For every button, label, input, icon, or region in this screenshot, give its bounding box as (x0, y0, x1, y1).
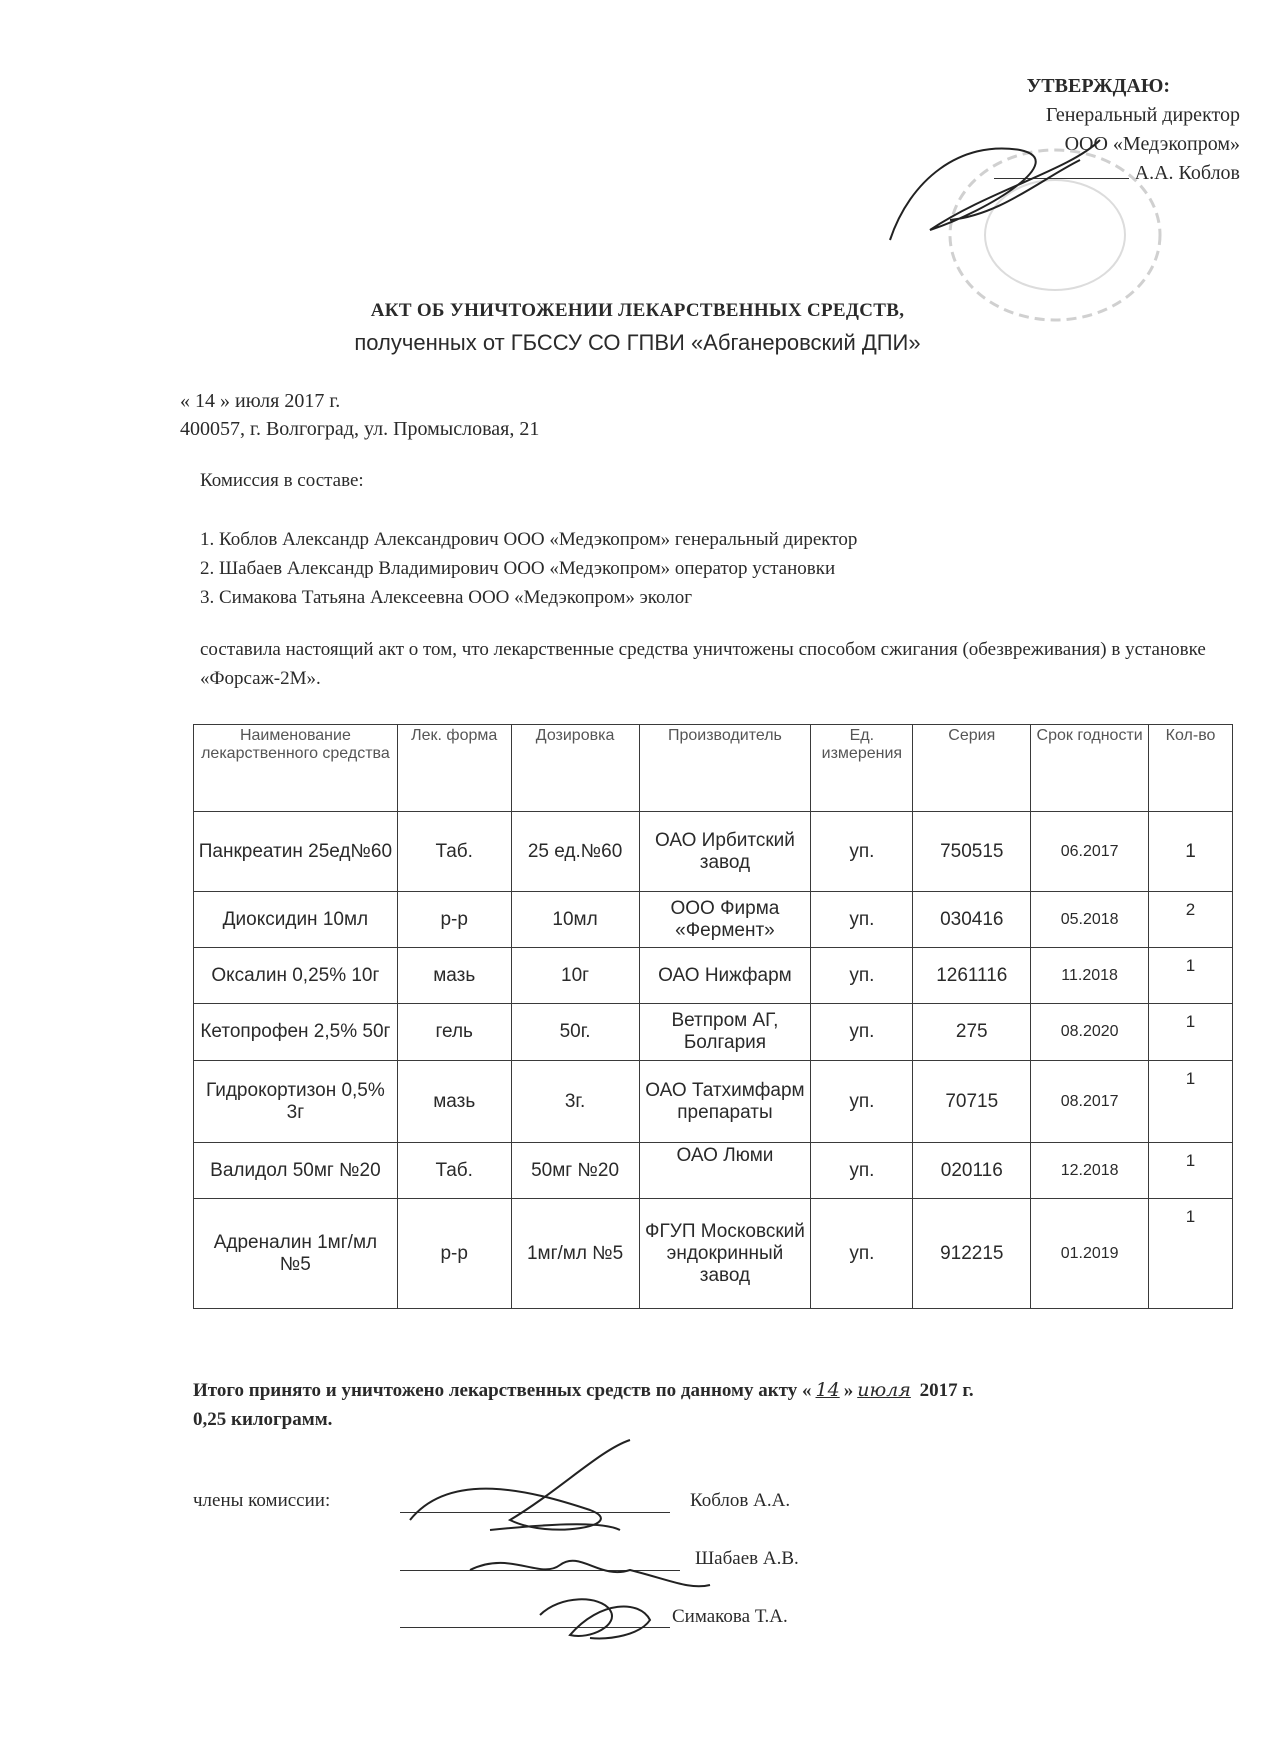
total-year: 2017 г. (919, 1380, 974, 1401)
document-title: АКТ ОБ УНИЧТОЖЕНИИ ЛЕКАРСТВЕННЫХ СРЕДСТВ, (370, 300, 905, 321)
table-row (194, 948, 1233, 1004)
total-text: Итого принято и уничтожено лекарственных средств по данному акту « (193, 1380, 812, 1401)
cell-maker: ООО Фирма «Фермент» (639, 892, 811, 948)
cell-name: Валидол 50мг №20 (194, 1143, 398, 1199)
cell-expiry: 01.2019 (1031, 1199, 1149, 1309)
signature-line (400, 1627, 670, 1628)
cell-name: Панкреатин 25ед№60 (194, 812, 398, 892)
cell-dosage: 1мг/мл №5 (511, 1199, 639, 1309)
cell-dosage: 10г (511, 948, 639, 1004)
cell-form: мазь (397, 948, 511, 1004)
medicines-table (193, 724, 1233, 1309)
cell-expiry: 05.2018 (1031, 892, 1149, 948)
cell-dosage: 25 ед.№60 (511, 812, 639, 892)
cell-qty: 1 (1149, 1143, 1233, 1199)
header-dosage: Дозировка (511, 725, 639, 812)
cell-name: Диоксидин 10мл (194, 892, 398, 948)
commission-statement: составила настоящий акт о том, что лекарственные средства уничтожены способом сжигания (обезвреживания) в установке «Форсаж-2М». (200, 639, 1206, 689)
cell-maker: ОАО Люми (639, 1143, 811, 1199)
cell-form: Таб. (397, 812, 511, 892)
cell-form: Таб. (397, 1143, 511, 1199)
cell-dosage: 50мг №20 (511, 1143, 639, 1199)
cell-form: мазь (397, 1061, 511, 1143)
commission-intro: Комиссия в составе: (200, 470, 364, 491)
table-row (194, 1004, 1233, 1061)
cell-unit: уп. (811, 1143, 913, 1199)
document-date: « 14 » июля 2017 г. (180, 390, 341, 412)
total-month-handwritten: июля (857, 1379, 911, 1401)
table-row (194, 1061, 1233, 1143)
header-unit: Ед. измерения (811, 725, 913, 812)
table-row (194, 1199, 1233, 1309)
cell-name: Оксалин 0,25% 10г (194, 948, 398, 1004)
cell-series: 70715 (913, 1061, 1031, 1143)
cell-expiry: 06.2017 (1031, 812, 1149, 892)
signature-line (400, 1570, 680, 1571)
cell-unit: уп. (811, 1061, 913, 1143)
cell-unit: уп. (811, 812, 913, 892)
cell-unit: уп. (811, 1199, 913, 1309)
cell-name: Адреналин 1мг/мл №5 (194, 1199, 398, 1309)
cell-series: 912215 (913, 1199, 1031, 1309)
cell-series: 1261116 (913, 948, 1031, 1004)
cell-series: 750515 (913, 812, 1031, 892)
signatures-label: члены комиссии: (193, 1490, 331, 1511)
commission-member: 1. Коблов Александр Александрович ООО «Медэкопром» генеральный директор (200, 529, 858, 550)
cell-unit: уп. (811, 1004, 913, 1061)
cell-expiry: 12.2018 (1031, 1143, 1149, 1199)
cell-qty: 1 (1149, 1004, 1233, 1061)
cell-qty: 1 (1149, 1061, 1233, 1143)
document-subtitle: полученных от ГБССУ СО ГПВИ «Абганеровский ДПИ» (354, 330, 921, 355)
document-address: 400057, г. Волгоград, ул. Промысловая, 21 (180, 418, 540, 440)
header-name: Наименование лекарственного средства (194, 725, 398, 812)
cell-form: гель (397, 1004, 511, 1061)
signature-name: Коблов А.А. (690, 1490, 791, 1511)
cell-maker: ОАО Ирбитский завод (639, 812, 811, 892)
cell-qty: 2 (1149, 892, 1233, 948)
cell-dosage: 10мл (511, 892, 639, 948)
cell-maker: Ветпром АГ, Болгария (639, 1004, 811, 1061)
cell-name: Гидрокортизон 0,5% 3г (194, 1061, 398, 1143)
cell-expiry: 08.2017 (1031, 1061, 1149, 1143)
cell-unit: уп. (811, 892, 913, 948)
cell-series: 275 (913, 1004, 1031, 1061)
approval-organization: ООО «Медэкопром» (1064, 133, 1240, 155)
cell-qty: 1 (1149, 812, 1233, 892)
cell-maker: ОАО Нижфарм (639, 948, 811, 1004)
table-row (194, 892, 1233, 948)
header-form: Лек. форма (397, 725, 511, 812)
cell-dosage: 3г. (511, 1061, 639, 1143)
cell-expiry: 11.2018 (1031, 948, 1149, 1004)
signature-line (400, 1512, 670, 1513)
cell-series: 020116 (913, 1143, 1031, 1199)
header-series: Серия (913, 725, 1031, 812)
cell-form: р-р (397, 892, 511, 948)
table-row (194, 1143, 1233, 1199)
commission-member: 2. Шабаев Александр Владимирович ООО «Медэкопром» оператор установки (200, 558, 836, 579)
signature-name: Симакова Т.А. (672, 1606, 788, 1627)
table-row (194, 812, 1233, 892)
header-maker: Производитель (639, 725, 811, 812)
commission-members (200, 525, 857, 612)
cell-qty: 1 (1149, 1199, 1233, 1309)
cell-dosage: 50г. (511, 1004, 639, 1061)
cell-expiry: 08.2020 (1031, 1004, 1149, 1061)
total-weight: 0,25 килограмм. (193, 1409, 333, 1430)
cell-maker: ОАО Татхимфармпрепараты (639, 1061, 811, 1143)
approval-signer: А.А. Коблов (1134, 162, 1240, 184)
cell-form: р-р (397, 1199, 511, 1309)
total-day-handwritten: 14 (815, 1379, 840, 1401)
header-expiry: Срок годности (1031, 725, 1149, 812)
cell-name: Кетопрофен 2,5% 50г (194, 1004, 398, 1061)
approval-heading: УТВЕРЖДАЮ: (1026, 75, 1170, 97)
cell-qty: 1 (1149, 948, 1233, 1004)
approval-position: Генеральный директор (1045, 104, 1240, 126)
commission-member: 3. Симакова Татьяна Алексеевна ООО «Медэкопром» эколог (200, 587, 693, 608)
cell-maker: ФГУП Московский эндокринный завод (639, 1199, 811, 1309)
table-header-row (194, 725, 1233, 812)
total-statement: Итого принято и уничтожено лекарственных средств по данному акту « 14 » июля 2017 г. 0,25 килограмм. (193, 1376, 1233, 1434)
signature-name: Шабаев А.В. (695, 1548, 799, 1569)
cell-unit: уп. (811, 948, 913, 1004)
cell-series: 030416 (913, 892, 1031, 948)
header-qty: Кол-во (1149, 725, 1233, 812)
